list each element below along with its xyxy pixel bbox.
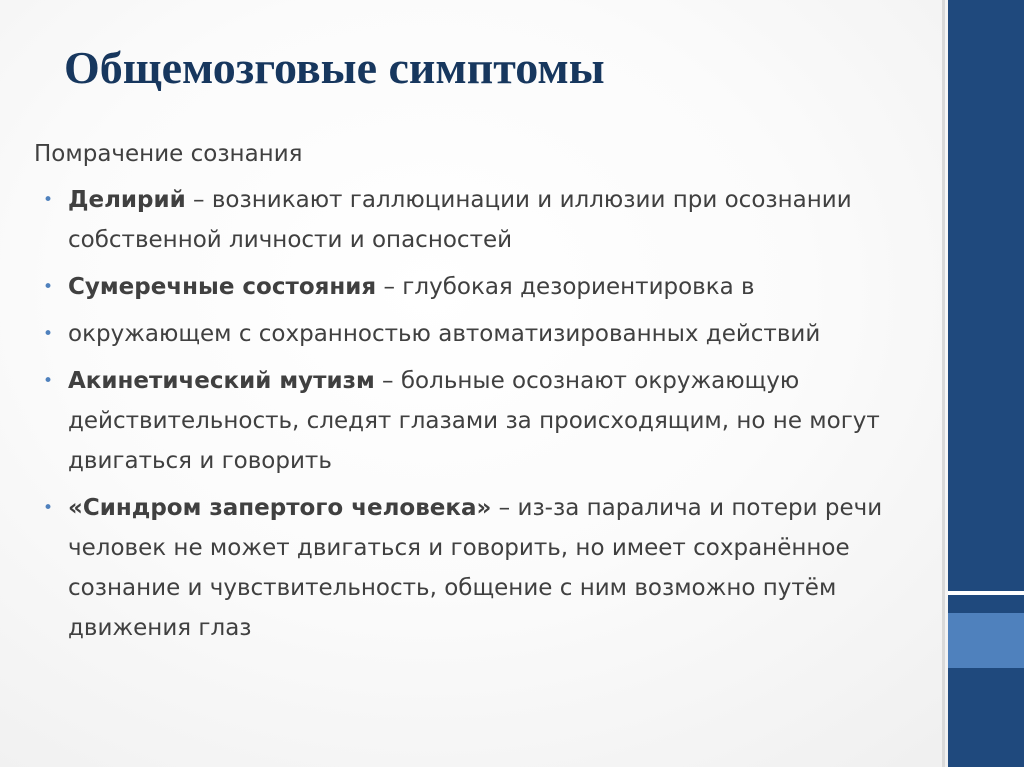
bullet-icon: • [43, 324, 54, 344]
bullet-item-akinetic-mutism [34, 361, 914, 481]
bullet-item-delirium [34, 180, 914, 260]
bullet-icon: • [43, 190, 54, 210]
bullet-item-surroundings [34, 314, 914, 354]
bullet-term: Сумеречные состояния [68, 274, 377, 300]
bullet-item-twilight-states [34, 267, 914, 307]
bullet-term: Акинетический мутизм [68, 368, 375, 394]
side-decor-gap [948, 591, 1024, 595]
bullet-item-locked-in-syndrome [34, 488, 914, 648]
intro-text: Помрачение сознания [34, 141, 303, 167]
bullet-description: окружающем с сохранностью автоматизированных действий [68, 321, 821, 347]
side-decor-accent [948, 613, 1024, 668]
bullet-description: – глубокая дезориентировка в [376, 274, 755, 300]
bullet-icon: • [43, 371, 54, 391]
bullet-description: – из-за паралича и потери речи человек не может двигаться и говорить, но имеет сохранённое сознание и чувствительность, общение с ним возможно путём движения глаз [68, 495, 883, 641]
slide-content [34, 134, 914, 655]
bullet-description: – больные осознают окружающую действительность, следят глазами за происходящим, но не могут двигаться и говорить [68, 368, 880, 474]
bullet-icon: • [43, 277, 54, 297]
bullet-icon: • [43, 498, 54, 518]
side-divider-line [942, 0, 945, 767]
bullet-term: Делирий [68, 187, 186, 213]
bullet-term: «Синдром запертого человека» [68, 495, 492, 521]
bullet-list [34, 180, 914, 648]
bullet-description: – возникают галлюцинации и иллюзии при осознании собственной личности и опасностей [68, 187, 852, 253]
slide-title: Общемозговые симптомы [64, 42, 605, 93]
